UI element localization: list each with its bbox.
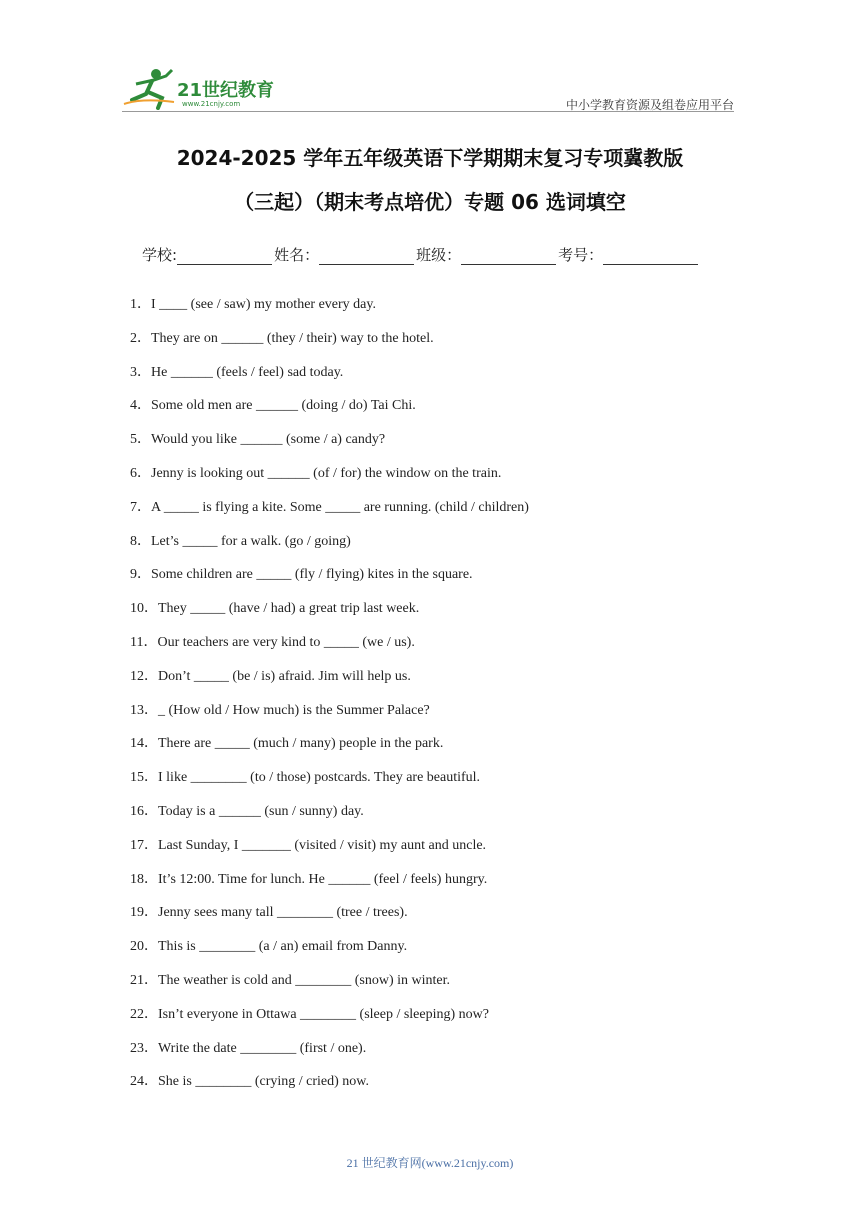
question-item: 22．Isn’t everyone in Ottawa ________ (sleep / sleeping) now? [130,1006,489,1022]
page-header [122,66,734,112]
class-blank[interactable] [461,248,556,265]
exam-number-field [558,244,700,265]
question-item: 3．He ______ (feels / feel) sad today. [130,364,344,380]
question-item: 23．Write the date ________ (first / one). [130,1040,367,1056]
header-divider [122,111,734,112]
exam-number-label: 考号： [558,246,604,264]
question-item: 4．Some old men are ______ (doing / do) Tai Chi. [130,398,416,414]
question-item: 1．I ____ (see / saw) my mother every day. [130,297,376,312]
question-item: 15．I like ________ (to / those) postcards. They are beautiful. [130,770,481,786]
question-item: 8．Let’s _____ for a walk. (go / going) [130,533,351,549]
question-item: 12．Don’t _____ (be / is) afraid. Jim will help us. [130,668,411,684]
school-field [142,244,274,265]
page-title-line-1: 2024-2025 学年五年级英语下学期期末复习专项冀教版 [176,146,684,170]
question-item: 19．Jenny sees many tall ________ (tree / trees). [130,905,408,921]
question-item: 11．Our teachers are very kind to _____ (we / us). [130,634,415,650]
exam-number-blank[interactable] [603,248,698,265]
question-item: 21．The weather is cold and ________ (snow) in winter. [130,972,450,988]
question-item: 9．Some children are _____ (fly / flying) kites in the square. [130,567,473,583]
logo-text: 21世纪教育 [177,80,275,101]
question-item: 10．They _____ (have / had) a great trip last week. [130,601,420,617]
question-list [130,293,750,1104]
name-field [274,244,416,265]
question-item: 2．They are on ______ (they / their) way to the hotel. [130,330,434,346]
question-item: 13．_ (How old / How much) is the Summer Palace? [130,702,430,718]
platform-name: 中小学教育资源及组卷应用平台 [565,98,734,112]
student-info-row [142,244,700,265]
question-item: 20．This is ________ (a / an) email from Danny. [130,939,408,955]
page-title-line-2: （三起）（期末考点培优）专题 06 选词填空 [234,190,626,214]
name-label: 姓名： [274,246,320,264]
site-logo [122,66,292,110]
logo-url: www.21cnjy.com [182,100,241,108]
school-label: 学校: [142,246,178,264]
name-blank[interactable] [319,248,414,265]
question-item: 5．Would you like ______ (some / a) candy? [130,432,386,448]
school-blank[interactable] [177,248,272,265]
question-item: 16．Today is a ______ (sun / sunny) day. [130,803,364,819]
question-item: 18．It’s 12:00. Time for lunch. He ______ (feel / feels) hungry. [130,871,488,887]
runner-logo-icon [122,66,178,110]
question-item: 14．There are _____ (much / many) people in the park. [130,736,444,752]
question-item: 17．Last Sunday, I _______ (visited / visit) my aunt and uncle. [130,837,487,853]
page-footer[interactable]: 21 世纪教育网(www.21cnjy.com) [346,1156,514,1170]
class-field [416,244,558,265]
question-item: 6．Jenny is looking out ______ (of / for) the window on the train. [130,465,502,481]
class-label: 班级： [416,246,462,264]
question-item: 24．She is ________ (crying / cried) now. [130,1074,369,1090]
question-item: 7．A _____ is flying a kite. Some _____ are running. (child / children) [130,499,529,515]
